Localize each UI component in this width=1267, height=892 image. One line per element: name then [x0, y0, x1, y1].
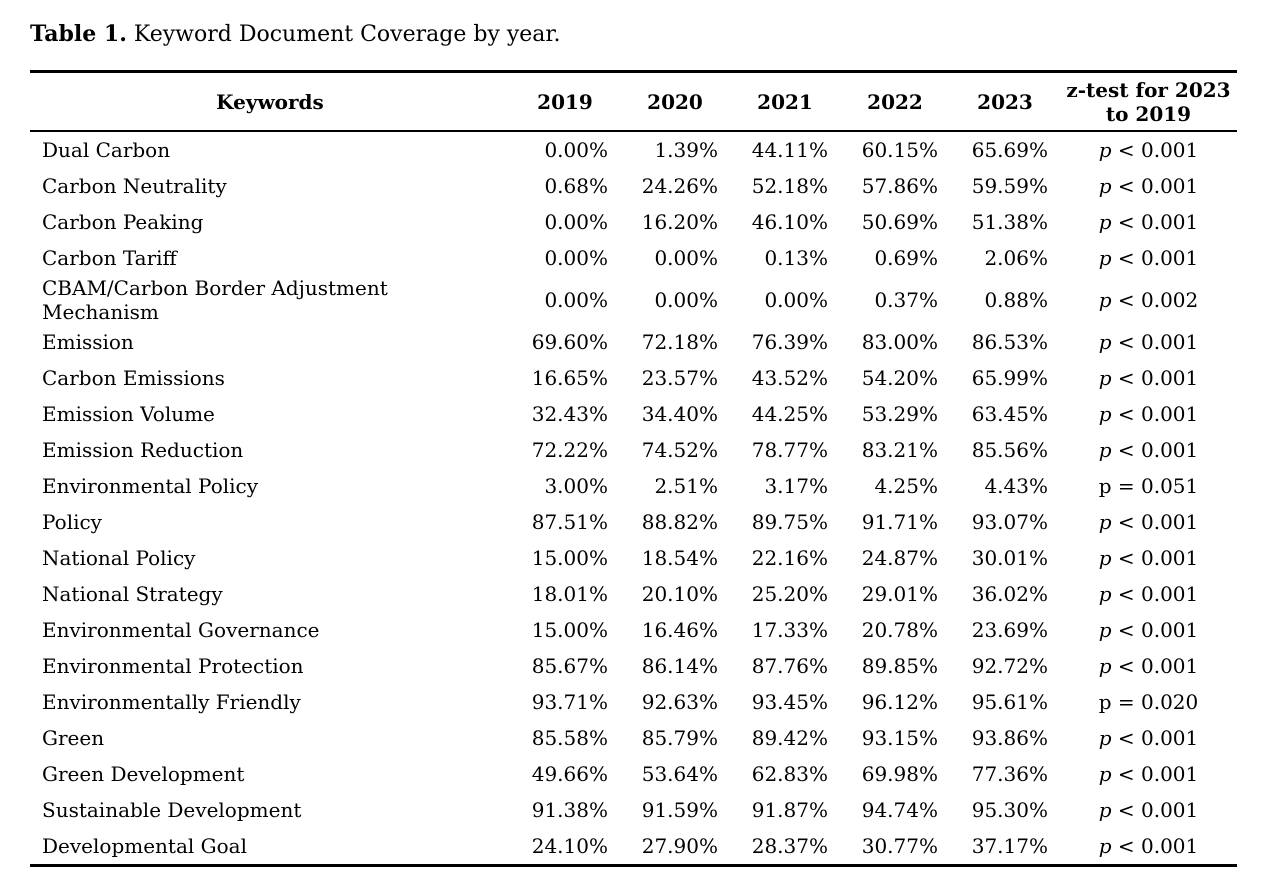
coverage-value-cell: 0.00% [544, 288, 608, 312]
coverage-value-cell: 49.66% [531, 762, 608, 786]
coverage-value-cell: 87.76% [751, 654, 828, 678]
coverage-value-cell: 16.46% [641, 618, 718, 642]
p-symbol: p [1098, 690, 1112, 714]
table-row [30, 720, 1237, 756]
coverage-value-cell: 93.15% [861, 726, 938, 750]
coverage-value-cell: 93.71% [531, 690, 608, 714]
coverage-value-cell: 69.60% [531, 330, 608, 354]
coverage-value-cell: 16.65% [531, 366, 608, 390]
ztest-cell: p < 0.001 [1098, 366, 1199, 390]
coverage-value-cell: 65.69% [971, 138, 1048, 162]
coverage-value-cell: 34.40% [641, 402, 718, 426]
ztest-cell: p = 0.051 [1098, 474, 1199, 498]
coverage-value-cell: 1.39% [654, 138, 718, 162]
column-header-2019: 2019 [537, 89, 593, 114]
coverage-value-cell: 2.06% [984, 246, 1048, 270]
ztest-cell: p < 0.002 [1098, 288, 1199, 312]
keyword-cell: Carbon Emissions [42, 366, 225, 390]
coverage-value-cell: 22.16% [751, 546, 828, 570]
ztest-cell: p < 0.001 [1098, 546, 1199, 570]
table-row [30, 276, 1237, 324]
coverage-value-cell: 0.00% [544, 210, 608, 234]
coverage-value-cell: 20.78% [861, 618, 938, 642]
keyword-cell: Environmental Protection [42, 654, 304, 678]
coverage-value-cell: 44.11% [751, 138, 828, 162]
keyword-cell: National Strategy [42, 582, 223, 606]
coverage-value-cell: 0.00% [544, 138, 608, 162]
ztest-header-line1: z-test for 2023 [1066, 77, 1231, 102]
p-symbol: p [1098, 762, 1112, 786]
coverage-value-cell: 32.43% [531, 402, 608, 426]
keyword-cell: Green [42, 726, 105, 750]
coverage-value-cell: 85.58% [531, 726, 608, 750]
coverage-value-cell: 59.59% [971, 174, 1048, 198]
keyword-cell: Emission Volume [42, 402, 215, 426]
table-body [30, 131, 1237, 866]
coverage-value-cell: 24.87% [861, 546, 938, 570]
coverage-value-cell: 16.20% [641, 210, 718, 234]
p-symbol: p [1098, 582, 1112, 606]
keyword-cell: CBAM/Carbon Border Adjustment Mechanism [42, 276, 388, 324]
coverage-value-cell: 85.56% [971, 438, 1048, 462]
keyword-coverage-table [30, 70, 1237, 867]
coverage-value-cell: 4.43% [984, 474, 1048, 498]
coverage-value-cell: 28.37% [751, 834, 828, 858]
coverage-value-cell: 93.45% [751, 690, 828, 714]
p-symbol: p [1098, 330, 1112, 354]
ztest-cell: p < 0.001 [1098, 726, 1199, 750]
coverage-value-cell: 18.54% [641, 546, 718, 570]
coverage-value-cell: 0.68% [544, 174, 608, 198]
ztest-cell: p < 0.001 [1098, 174, 1199, 198]
p-symbol: p [1098, 798, 1112, 822]
coverage-value-cell: 53.64% [641, 762, 718, 786]
coverage-value-cell: 91.87% [751, 798, 828, 822]
coverage-value-cell: 24.26% [641, 174, 718, 198]
table-row [30, 324, 1237, 360]
p-symbol: p [1098, 654, 1112, 678]
coverage-value-cell: 23.57% [641, 366, 718, 390]
p-symbol: p [1098, 726, 1112, 750]
ztest-header-line2: to 2019 [1105, 101, 1192, 126]
coverage-value-cell: 3.00% [544, 474, 608, 498]
coverage-value-cell: 0.00% [654, 288, 718, 312]
coverage-value-cell: 86.14% [641, 654, 718, 678]
keyword-cell: Environmentally Friendly [42, 690, 301, 714]
table-row [30, 540, 1237, 576]
table-row [30, 792, 1237, 828]
coverage-value-cell: 24.10% [531, 834, 608, 858]
column-header-ztest [1060, 72, 1237, 132]
ztest-cell: p < 0.001 [1098, 246, 1199, 270]
p-symbol: p [1098, 174, 1112, 198]
coverage-value-cell: 83.00% [861, 330, 938, 354]
coverage-value-cell: 89.75% [751, 510, 828, 534]
ztest-cell: p < 0.001 [1098, 510, 1199, 534]
coverage-value-cell: 91.71% [861, 510, 938, 534]
coverage-value-cell: 78.77% [751, 438, 828, 462]
coverage-value-cell: 74.52% [641, 438, 718, 462]
coverage-value-cell: 0.37% [874, 288, 938, 312]
keyword-cell: Carbon Neutrality [42, 174, 227, 198]
table-row [30, 684, 1237, 720]
coverage-value-cell: 23.69% [971, 618, 1048, 642]
coverage-value-cell: 92.63% [641, 690, 718, 714]
coverage-value-cell: 36.02% [971, 582, 1048, 606]
table-caption [30, 20, 1237, 49]
coverage-value-cell: 43.52% [751, 366, 828, 390]
coverage-value-cell: 30.77% [861, 834, 938, 858]
column-header-2023: 2023 [977, 89, 1033, 114]
coverage-value-cell: 91.38% [531, 798, 608, 822]
table-row [30, 432, 1237, 468]
coverage-value-cell: 30.01% [971, 546, 1048, 570]
ztest-cell: p < 0.001 [1098, 654, 1199, 678]
keyword-cell: Emission [42, 330, 134, 354]
coverage-value-cell: 17.33% [751, 618, 828, 642]
coverage-value-cell: 53.29% [861, 402, 938, 426]
p-symbol: p [1098, 138, 1112, 162]
coverage-value-cell: 0.00% [764, 288, 828, 312]
coverage-value-cell: 52.18% [751, 174, 828, 198]
table-row [30, 468, 1237, 504]
p-symbol: p [1098, 438, 1112, 462]
ztest-cell: p < 0.001 [1098, 762, 1199, 786]
coverage-value-cell: 15.00% [531, 546, 608, 570]
coverage-value-cell: 37.17% [971, 834, 1048, 858]
coverage-value-cell: 91.59% [641, 798, 718, 822]
coverage-value-cell: 87.51% [531, 510, 608, 534]
table-row [30, 168, 1237, 204]
coverage-value-cell: 89.42% [751, 726, 828, 750]
coverage-value-cell: 93.07% [971, 510, 1048, 534]
table-row [30, 648, 1237, 684]
table-row [30, 240, 1237, 276]
keyword-cell: Environmental Policy [42, 474, 259, 498]
table-caption-label: Table 1. [30, 21, 127, 47]
p-symbol: p [1098, 210, 1112, 234]
coverage-value-cell: 4.25% [874, 474, 938, 498]
coverage-value-cell: 77.36% [971, 762, 1048, 786]
keyword-cell: Green Development [42, 762, 245, 786]
coverage-value-cell: 85.67% [531, 654, 608, 678]
coverage-value-cell: 62.83% [751, 762, 828, 786]
coverage-value-cell: 72.18% [641, 330, 718, 354]
table-row [30, 612, 1237, 648]
coverage-value-cell: 3.17% [764, 474, 828, 498]
p-symbol: p [1098, 246, 1112, 270]
table-caption-text: Keyword Document Coverage by year. [126, 22, 561, 47]
p-symbol: p [1098, 618, 1112, 642]
p-symbol: p [1098, 474, 1112, 498]
p-symbol: p [1098, 366, 1112, 390]
coverage-value-cell: 50.69% [861, 210, 938, 234]
table-row [30, 828, 1237, 866]
keyword-cell: Carbon Peaking [42, 210, 204, 234]
coverage-value-cell: 63.45% [971, 402, 1048, 426]
p-symbol: p [1098, 510, 1112, 534]
p-symbol: p [1098, 546, 1112, 570]
column-header-keywords: Keywords [216, 89, 324, 114]
coverage-value-cell: 83.21% [861, 438, 938, 462]
ztest-cell: p < 0.001 [1098, 210, 1199, 234]
table-row [30, 396, 1237, 432]
p-symbol: p [1098, 402, 1112, 426]
table-row [30, 360, 1237, 396]
coverage-value-cell: 15.00% [531, 618, 608, 642]
keyword-cell: Carbon Tariff [42, 246, 177, 270]
coverage-value-cell: 96.12% [861, 690, 938, 714]
coverage-value-cell: 25.20% [751, 582, 828, 606]
coverage-value-cell: 85.79% [641, 726, 718, 750]
keyword-cell: National Policy [42, 546, 196, 570]
coverage-value-cell: 69.98% [861, 762, 938, 786]
coverage-value-cell: 92.72% [971, 654, 1048, 678]
ztest-cell: p = 0.020 [1098, 690, 1199, 714]
coverage-value-cell: 27.90% [641, 834, 718, 858]
ztest-cell: p < 0.001 [1098, 138, 1199, 162]
ztest-cell: p < 0.001 [1098, 834, 1199, 858]
coverage-value-cell: 18.01% [531, 582, 608, 606]
coverage-value-cell: 93.86% [971, 726, 1048, 750]
keyword-cell: Dual Carbon [42, 138, 171, 162]
coverage-value-cell: 86.53% [971, 330, 1048, 354]
coverage-value-cell: 72.22% [531, 438, 608, 462]
coverage-value-cell: 65.99% [971, 366, 1048, 390]
column-header-2021: 2021 [757, 89, 813, 114]
keyword-cell: Policy [42, 510, 102, 534]
ztest-cell: p < 0.001 [1098, 618, 1199, 642]
ztest-cell: p < 0.001 [1098, 330, 1199, 354]
coverage-value-cell: 95.61% [971, 690, 1048, 714]
coverage-value-cell: 57.86% [861, 174, 938, 198]
coverage-value-cell: 88.82% [641, 510, 718, 534]
coverage-value-cell: 29.01% [861, 582, 938, 606]
coverage-value-cell: 20.10% [641, 582, 718, 606]
coverage-value-cell: 60.15% [861, 138, 938, 162]
column-header-2022: 2022 [867, 89, 923, 114]
coverage-value-cell: 2.51% [654, 474, 718, 498]
header-row [30, 72, 1237, 132]
keyword-cell: Developmental Goal [42, 834, 247, 858]
coverage-value-cell: 0.00% [654, 246, 718, 270]
coverage-value-cell: 0.88% [984, 288, 1048, 312]
coverage-value-cell: 0.13% [764, 246, 828, 270]
coverage-value-cell: 0.69% [874, 246, 938, 270]
ztest-cell: p < 0.001 [1098, 582, 1199, 606]
coverage-value-cell: 76.39% [751, 330, 828, 354]
coverage-value-cell: 0.00% [544, 246, 608, 270]
keyword-cell: Sustainable Development [42, 798, 302, 822]
keyword-cell: Emission Reduction [42, 438, 244, 462]
p-symbol: p [1098, 834, 1112, 858]
table-row [30, 576, 1237, 612]
ztest-cell: p < 0.001 [1098, 798, 1199, 822]
coverage-value-cell: 54.20% [861, 366, 938, 390]
coverage-value-cell: 51.38% [971, 210, 1048, 234]
coverage-value-cell: 44.25% [751, 402, 828, 426]
keyword-cell: Environmental Governance [42, 618, 320, 642]
table-row [30, 504, 1237, 540]
coverage-value-cell: 94.74% [861, 798, 938, 822]
coverage-value-cell: 46.10% [751, 210, 828, 234]
column-header-2020: 2020 [647, 89, 703, 114]
coverage-value-cell: 95.30% [971, 798, 1048, 822]
table-row [30, 204, 1237, 240]
table-row [30, 131, 1237, 168]
table-header [30, 72, 1237, 132]
table-row [30, 756, 1237, 792]
ztest-cell: p < 0.001 [1098, 402, 1199, 426]
coverage-value-cell: 89.85% [861, 654, 938, 678]
ztest-cell: p < 0.001 [1098, 438, 1199, 462]
p-symbol: p [1098, 288, 1112, 312]
